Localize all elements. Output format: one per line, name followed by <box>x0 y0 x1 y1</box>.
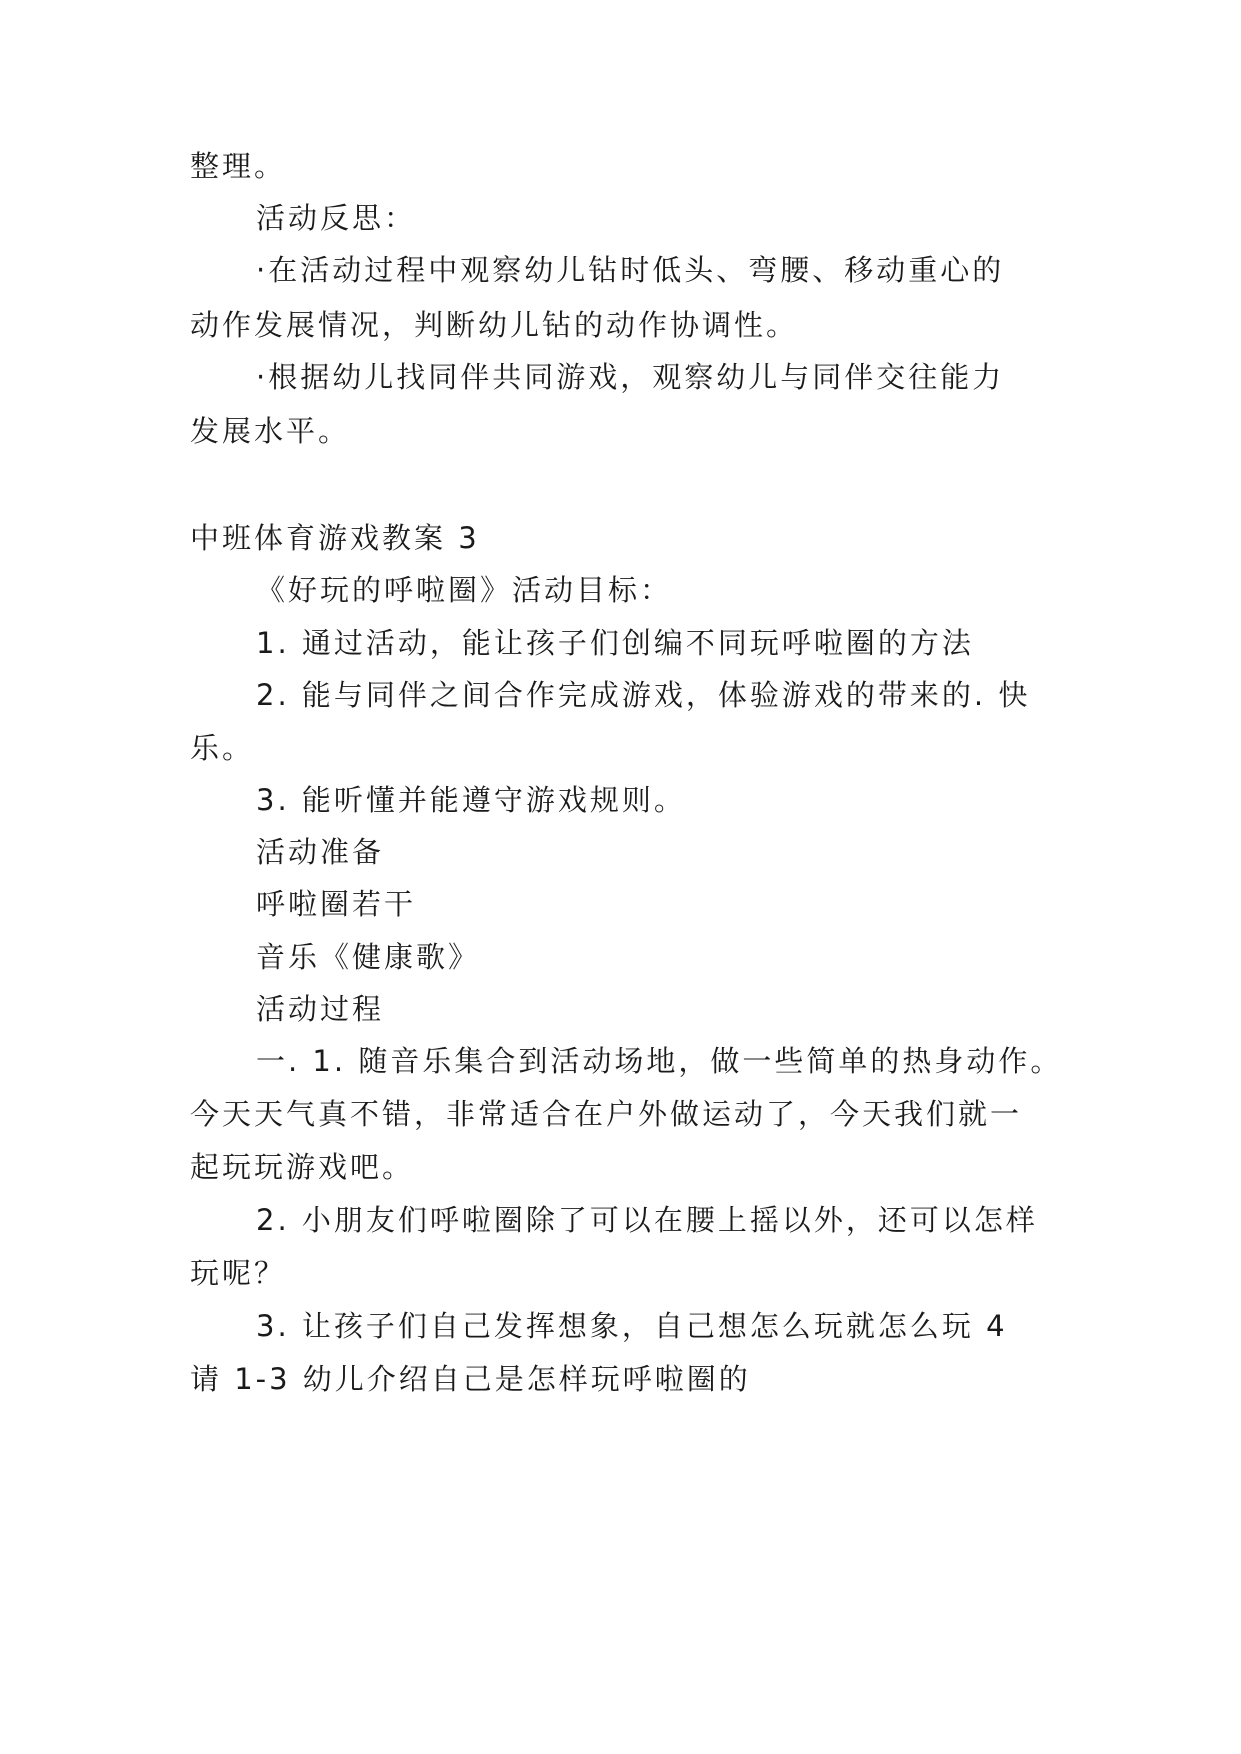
text-line: 动作发展情况，判断幼儿钻的动作协调性。 <box>190 308 799 342</box>
text-line: 玩呢？ <box>190 1256 287 1290</box>
subtitle-line: 《好玩的呼啦圈》活动目标： <box>256 573 673 607</box>
process-step: 3. 让孩子们自己发挥想象，自己想怎么玩就怎么玩 4 <box>256 1309 1008 1343</box>
text-line: 发展水平。 <box>190 414 351 448</box>
process-step: 2. 小朋友们呼啦圈除了可以在腰上摇以外，还可以怎样 <box>256 1203 1038 1237</box>
prep-item: 音乐《健康歌》 <box>256 940 481 974</box>
text-line: 乐。 <box>190 731 255 765</box>
bullet-line: ·根据幼儿找同伴共同游戏，观察幼儿与同伴交往能力 <box>256 360 1005 394</box>
section-heading: 活动准备 <box>256 835 385 869</box>
goal-item: 3. 能听懂并能遵守游戏规则。 <box>256 783 686 817</box>
text-line: 请 1-3 幼儿介绍自己是怎样玩呼啦圈的 <box>190 1362 751 1396</box>
text-line: 今天天气真不错，非常适合在户外做运动了，今天我们就一 <box>190 1097 1023 1131</box>
section-heading: 活动反思： <box>256 201 417 235</box>
text-line: 整理。 <box>190 149 287 183</box>
section-heading: 活动过程 <box>256 992 385 1026</box>
doc-title: 中班体育游戏教案 3 <box>190 521 480 555</box>
bullet-line: ·在活动过程中观察幼儿钻时低头、弯腰、移动重心的 <box>256 253 1005 287</box>
goal-item: 1. 通过活动，能让孩子们创编不同玩呼啦圈的方法 <box>256 626 974 660</box>
goal-item: 2. 能与同伴之间合作完成游戏，体验游戏的带来的. 快 <box>256 678 1031 712</box>
text-line: 起玩玩游戏吧。 <box>190 1150 415 1184</box>
prep-item: 呼啦圈若干 <box>256 887 417 921</box>
process-step: 一. 1. 随音乐集合到活动场地，做一些简单的热身动作。 <box>256 1044 1063 1078</box>
